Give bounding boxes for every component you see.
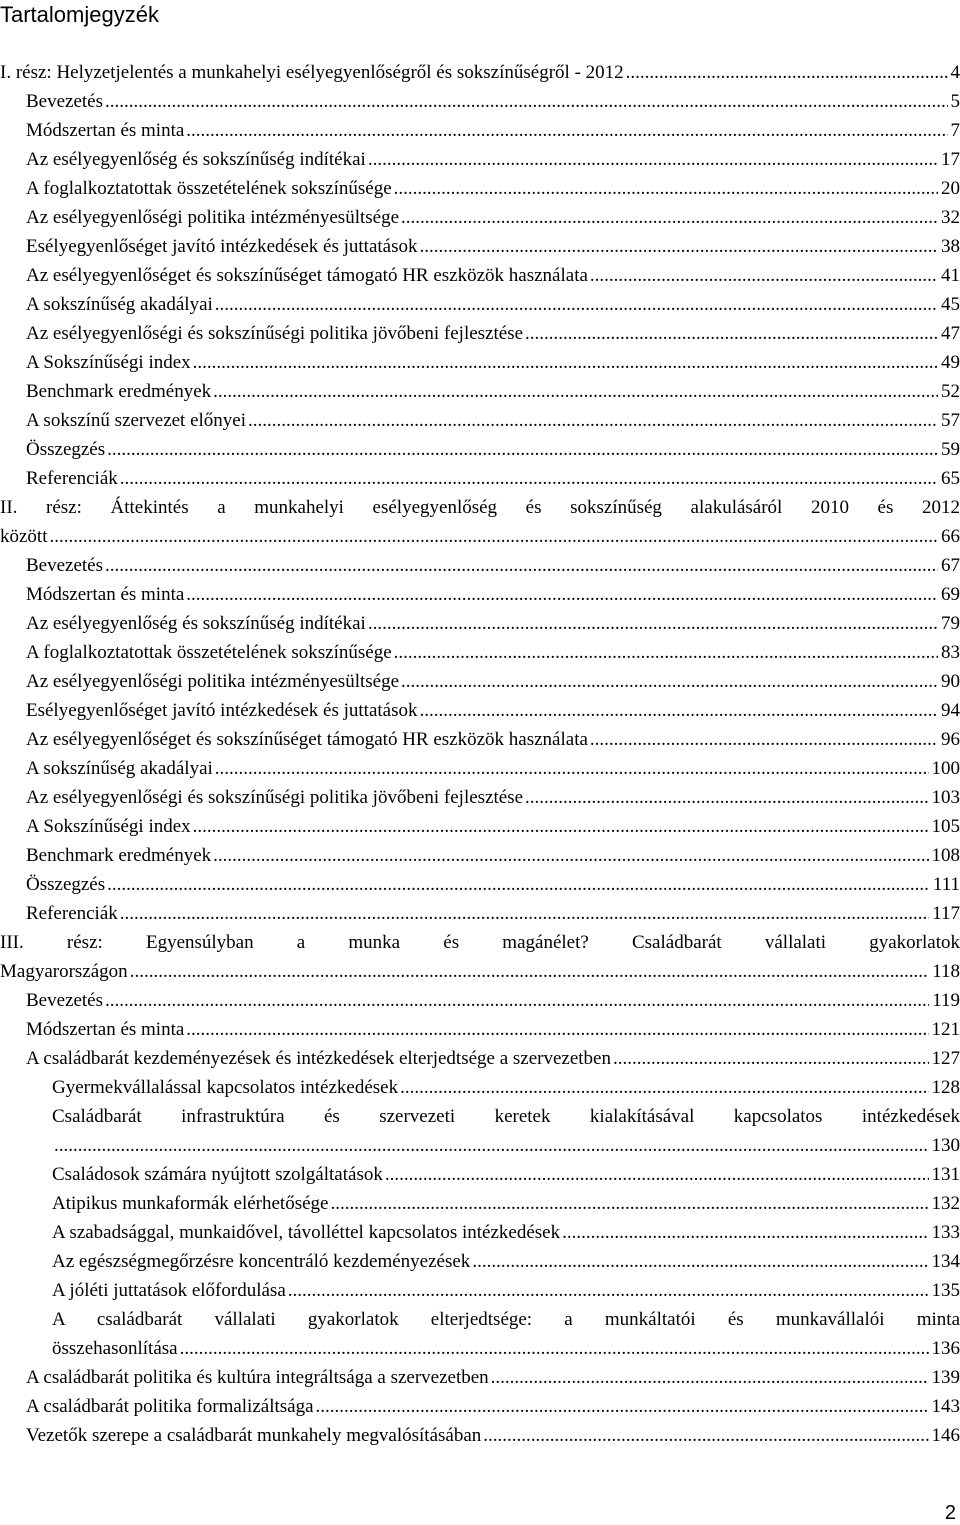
toc-entry[interactable] bbox=[0, 754, 960, 783]
toc-entry-page: 20 bbox=[941, 178, 960, 199]
toc-entry-line bbox=[0, 928, 960, 957]
toc-entry[interactable] bbox=[0, 522, 960, 551]
toc-entry-page: 47 bbox=[941, 323, 960, 344]
dot-leader bbox=[246, 406, 938, 435]
toc-entry-title[interactable]: A Sokszínűségi index bbox=[26, 352, 191, 373]
toc-entry[interactable] bbox=[0, 841, 960, 870]
toc-entry-title[interactable]: Az esélyegyenlőségi politika intézményesültsége bbox=[26, 207, 400, 228]
toc-entry-page: 117 bbox=[932, 903, 960, 924]
toc-entry-title[interactable]: Az esélyegyenlőség és sokszínűség indítékai bbox=[26, 149, 366, 170]
toc-entry-page: 132 bbox=[931, 1193, 960, 1214]
toc-entry-page: 103 bbox=[931, 787, 960, 808]
dot-leader bbox=[213, 754, 929, 783]
toc-entry[interactable] bbox=[0, 870, 960, 899]
dot-leader bbox=[366, 609, 938, 638]
dot-leader bbox=[560, 1218, 928, 1247]
toc-entry[interactable] bbox=[0, 174, 960, 203]
toc-entry-title[interactable]: Referenciák bbox=[26, 468, 118, 489]
dot-leader bbox=[184, 1015, 928, 1044]
toc-entry-page: 134 bbox=[931, 1251, 960, 1272]
dot-leader bbox=[481, 1421, 928, 1450]
toc-entry[interactable] bbox=[0, 1015, 960, 1044]
dot-leader bbox=[184, 116, 947, 145]
toc-entry[interactable] bbox=[0, 812, 960, 841]
toc-entry[interactable] bbox=[0, 145, 960, 174]
toc-entry[interactable] bbox=[0, 551, 960, 580]
toc-entry-page: 17 bbox=[941, 149, 960, 170]
dot-leader bbox=[178, 1334, 929, 1363]
toc-entry[interactable] bbox=[0, 638, 960, 667]
toc-entry-title[interactable]: Összegzés bbox=[26, 874, 106, 895]
toc-entry-title[interactable]: Az esélyegyenlőségi politika intézményesültsége bbox=[26, 671, 400, 692]
toc-entry-title[interactable]: Az esélyegyenlőség és sokszínűség indítékai bbox=[26, 613, 366, 634]
toc-entry-title[interactable]: Az esélyegyenlőségi és sokszínűségi politika jövőbeni fejlesztése bbox=[26, 323, 524, 344]
toc-entry-page: 38 bbox=[941, 236, 960, 257]
dot-leader bbox=[213, 290, 938, 319]
toc-entry[interactable] bbox=[0, 1189, 960, 1218]
dot-leader bbox=[314, 1392, 929, 1421]
toc-entry-page: 94 bbox=[941, 700, 960, 721]
dot-leader bbox=[211, 841, 928, 870]
page-number: 2 bbox=[944, 1502, 956, 1524]
toc-entry-page: 41 bbox=[941, 265, 960, 286]
toc-entry[interactable] bbox=[0, 609, 960, 638]
toc-entry-page: 59 bbox=[941, 439, 960, 460]
toc-entry[interactable] bbox=[0, 1421, 960, 1450]
toc-entry-title-line[interactable]: A családbarát vállalati gyakorlatok elterjedtsége: a munkáltatói és munkavállalói minta bbox=[52, 1309, 960, 1330]
toc-entry[interactable] bbox=[0, 1160, 960, 1189]
toc-entry-title-line[interactable]: II. rész: Áttekintés a munkahelyi esélyegyenlőség és sokszínűség alakulásáról 2010 és 2012 bbox=[0, 497, 960, 518]
toc-entry-title[interactable]: Benchmark eredmények bbox=[26, 381, 212, 402]
toc-entry-page: 143 bbox=[931, 1396, 960, 1417]
toc-entry[interactable] bbox=[0, 1218, 960, 1247]
toc-entry[interactable] bbox=[0, 986, 960, 1015]
toc-entry[interactable] bbox=[0, 261, 960, 290]
toc-entry-page: 118 bbox=[932, 961, 960, 982]
dot-leader bbox=[392, 638, 938, 667]
toc-entry-title[interactable]: Bevezetés bbox=[26, 91, 104, 112]
dot-leader bbox=[103, 87, 947, 116]
toc-entry-line bbox=[0, 1305, 960, 1334]
toc-entry-page: 4 bbox=[950, 62, 960, 83]
dot-leader bbox=[624, 58, 948, 87]
toc-entry-title[interactable]: Az egészségmegőrzésre koncentráló kezdeményezések bbox=[52, 1251, 471, 1272]
toc-entry-title[interactable]: Az esélyegyenlőséget és sokszínűséget támogató HR eszközök használata bbox=[26, 265, 588, 286]
dot-leader bbox=[105, 435, 938, 464]
dot-leader bbox=[52, 1131, 929, 1160]
toc-entry-title[interactable]: Bevezetés bbox=[26, 990, 104, 1011]
toc-entry[interactable] bbox=[0, 377, 960, 406]
toc-entry[interactable] bbox=[0, 1247, 960, 1276]
dot-leader bbox=[611, 1044, 929, 1073]
toc-entry[interactable] bbox=[0, 435, 960, 464]
toc-entry-page: 5 bbox=[950, 91, 960, 112]
dot-leader bbox=[398, 1073, 928, 1102]
toc-entry-title[interactable]: Az esélyegyenlőségi és sokszínűségi politika jövőbeni fejlesztése bbox=[26, 787, 524, 808]
dot-leader bbox=[418, 696, 939, 725]
toc-entry-page: 83 bbox=[941, 642, 960, 663]
toc-entry[interactable] bbox=[0, 725, 960, 754]
toc-entry-title-line[interactable]: Családbarát infrastruktúra és szervezeti keretek kialakításával kapcsolatos intézkedések bbox=[52, 1106, 960, 1127]
dot-leader bbox=[211, 377, 938, 406]
toc-entry[interactable] bbox=[0, 406, 960, 435]
toc-entry[interactable] bbox=[0, 696, 960, 725]
toc-entry[interactable] bbox=[0, 783, 960, 812]
toc-entry-title[interactable]: Referenciák bbox=[26, 903, 118, 924]
toc-entry[interactable] bbox=[0, 1276, 960, 1305]
toc-entry-title[interactable]: A sokszínűség akadályai bbox=[26, 294, 213, 315]
toc-entry[interactable] bbox=[0, 667, 960, 696]
dot-leader bbox=[118, 899, 929, 928]
table-of-contents bbox=[0, 58, 960, 1450]
toc-entry-page: 127 bbox=[931, 1048, 960, 1069]
dot-leader bbox=[286, 1276, 929, 1305]
toc-entry-page: 139 bbox=[931, 1367, 960, 1388]
dot-leader bbox=[399, 203, 938, 232]
toc-entry-page: 66 bbox=[941, 526, 960, 547]
toc-entry-title[interactable]: A szabadsággal, munkaidővel, távolléttel kapcsolatos intézkedések bbox=[52, 1222, 561, 1243]
dot-leader bbox=[128, 957, 930, 986]
toc-entry-page: 45 bbox=[941, 294, 960, 315]
toc-entry[interactable] bbox=[0, 1392, 960, 1421]
toc-entry-title[interactable]: Módszertan és minta bbox=[26, 120, 185, 141]
toc-entry[interactable] bbox=[0, 1131, 960, 1160]
dot-leader bbox=[191, 812, 929, 841]
toc-entry-page: 130 bbox=[931, 1135, 960, 1156]
toc-entry-title[interactable]: A jóléti juttatások előfordulása bbox=[52, 1280, 286, 1301]
toc-entry-title[interactable]: Benchmark eredmények bbox=[26, 845, 212, 866]
toc-entry-title[interactable]: Összegzés bbox=[26, 439, 106, 460]
toc-entry-page: 128 bbox=[931, 1077, 960, 1098]
dot-leader bbox=[184, 580, 938, 609]
dot-leader bbox=[366, 145, 938, 174]
toc-entry[interactable] bbox=[0, 290, 960, 319]
dot-leader bbox=[383, 1160, 929, 1189]
dot-leader bbox=[470, 1247, 928, 1276]
toc-entry-title[interactable]: Gyermekvállalással kapcsolatos intézkedések bbox=[52, 1077, 399, 1098]
dot-leader bbox=[105, 870, 930, 899]
toc-entry-title[interactable]: Módszertan és minta bbox=[26, 1019, 185, 1040]
toc-entry-page: 52 bbox=[941, 381, 960, 402]
toc-entry-page: 135 bbox=[931, 1280, 960, 1301]
toc-entry-line bbox=[0, 1102, 960, 1131]
toc-entry-title[interactable]: Módszertan és minta bbox=[26, 584, 185, 605]
toc-entry-page: 32 bbox=[941, 207, 960, 228]
dot-leader bbox=[588, 725, 938, 754]
toc-entry[interactable] bbox=[0, 348, 960, 377]
toc-entry-page: 49 bbox=[941, 352, 960, 373]
toc-entry-title[interactable]: A családbarát kezdeményezések és intézkedések elterjedtsége a szervezetben bbox=[26, 1048, 611, 1069]
dot-leader bbox=[418, 232, 939, 261]
toc-entry[interactable] bbox=[0, 1363, 960, 1392]
dot-leader bbox=[392, 174, 938, 203]
toc-entry-title[interactable]: A családbarát politika és kultúra integráltsága a szervezetben bbox=[26, 1367, 489, 1388]
dot-leader bbox=[103, 986, 929, 1015]
toc-entry-title[interactable]: Vezetők szerepe a családbarát munkahely megvalósításában bbox=[26, 1425, 482, 1446]
dot-leader bbox=[523, 783, 928, 812]
toc-entry-title[interactable]: A foglalkoztatottak összetételének sokszínűsége bbox=[26, 178, 392, 199]
toc-entry[interactable] bbox=[0, 319, 960, 348]
toc-entry-page: 65 bbox=[941, 468, 960, 489]
toc-entry-title-line[interactable]: III. rész: Egyensúlyban a munka és magánélet? Családbarát vállalati gyakorlatok bbox=[0, 932, 960, 953]
toc-entry[interactable] bbox=[0, 464, 960, 493]
dot-leader bbox=[523, 319, 938, 348]
toc-entry-title[interactable]: Családosok számára nyújtott szolgáltatások bbox=[52, 1164, 383, 1185]
toc-entry[interactable] bbox=[0, 580, 960, 609]
toc-entry-title[interactable]: Esélyegyenlőséget javító intézkedések és juttatások bbox=[26, 236, 418, 257]
toc-entry[interactable] bbox=[0, 232, 960, 261]
dot-leader bbox=[103, 551, 938, 580]
toc-entry-page: 69 bbox=[941, 584, 960, 605]
toc-entry-title[interactable]: A sokszínűség akadályai bbox=[26, 758, 213, 779]
toc-entry-page: 96 bbox=[941, 729, 960, 750]
toc-entry-page: 131 bbox=[931, 1164, 960, 1185]
toc-entry[interactable] bbox=[0, 1073, 960, 1102]
toc-entry[interactable] bbox=[0, 957, 960, 986]
toc-entry-page: 100 bbox=[931, 758, 960, 779]
dot-leader bbox=[328, 1189, 928, 1218]
toc-entry-title[interactable]: Magyarországon bbox=[0, 961, 128, 982]
toc-entry[interactable] bbox=[0, 58, 960, 87]
toc-entry[interactable] bbox=[0, 116, 960, 145]
toc-entry-title[interactable]: összehasonlítása bbox=[52, 1338, 178, 1359]
toc-entry[interactable] bbox=[0, 1044, 960, 1073]
dot-leader bbox=[118, 464, 938, 493]
page-title: Tartalomjegyzék bbox=[0, 2, 159, 27]
toc-entry[interactable] bbox=[0, 1334, 960, 1363]
toc-entry[interactable] bbox=[0, 899, 960, 928]
dot-leader bbox=[489, 1363, 929, 1392]
toc-entry-page: 136 bbox=[931, 1338, 960, 1359]
toc-entry-title[interactable]: Az esélyegyenlőséget és sokszínűséget támogató HR eszközök használata bbox=[26, 729, 588, 750]
dot-leader bbox=[588, 261, 938, 290]
toc-entry-title[interactable]: A sokszínű szervezet előnyei bbox=[26, 410, 247, 431]
dot-leader bbox=[48, 522, 939, 551]
toc-entry-page: 90 bbox=[941, 671, 960, 692]
toc-entry-page: 67 bbox=[941, 555, 960, 576]
toc-entry-page: 108 bbox=[931, 845, 960, 866]
toc-entry-page: 133 bbox=[931, 1222, 960, 1243]
toc-entry-page: 7 bbox=[950, 120, 960, 141]
toc-entry-title[interactable]: A Sokszínűségi index bbox=[26, 816, 191, 837]
toc-entry[interactable] bbox=[0, 87, 960, 116]
toc-entry-title[interactable]: Atipikus munkaformák elérhetősége bbox=[52, 1193, 329, 1214]
toc-entry-page: 119 bbox=[932, 990, 960, 1011]
toc-entry-page: 111 bbox=[932, 874, 960, 895]
toc-entry[interactable] bbox=[0, 203, 960, 232]
toc-entry-title[interactable]: I. rész: Helyzetjelentés a munkahelyi esélyegyenlőségről és sokszínűségről - 2012 bbox=[0, 62, 624, 83]
dot-leader bbox=[399, 667, 938, 696]
toc-entry-page: 146 bbox=[931, 1425, 960, 1446]
dot-leader bbox=[191, 348, 938, 377]
toc-entry-title[interactable]: A családbarát politika formalizáltsága bbox=[26, 1396, 314, 1417]
toc-entry-page: 57 bbox=[941, 410, 960, 431]
toc-entry-title[interactable]: A foglalkoztatottak összetételének sokszínűsége bbox=[26, 642, 392, 663]
toc-entry-title[interactable]: között bbox=[0, 526, 48, 547]
toc-entry-title[interactable]: Bevezetés bbox=[26, 555, 104, 576]
toc-entry-title[interactable]: Esélyegyenlőséget javító intézkedések és juttatások bbox=[26, 700, 418, 721]
toc-entry-line bbox=[0, 493, 960, 522]
toc-entry-page: 121 bbox=[931, 1019, 960, 1040]
toc-entry-page: 105 bbox=[931, 816, 960, 837]
toc-entry-page: 79 bbox=[941, 613, 960, 634]
